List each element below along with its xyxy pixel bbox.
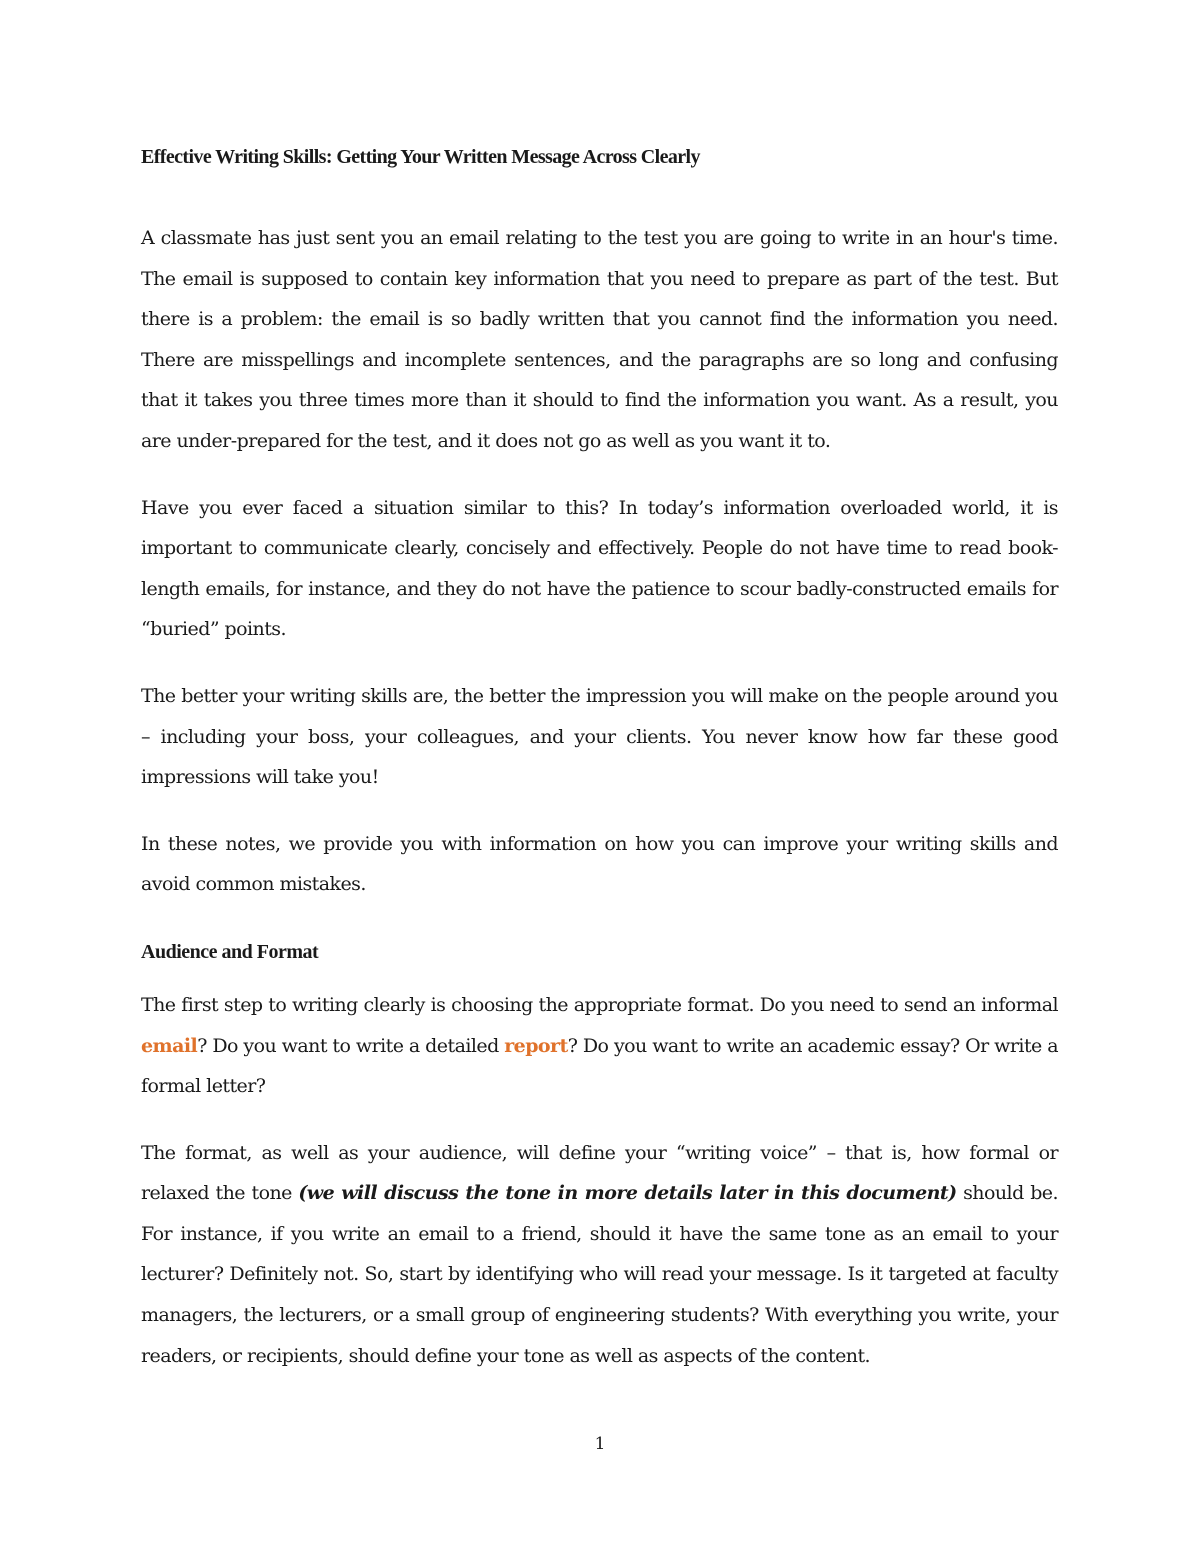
intro-paragraph-2: Have you ever faced a situation similar to this? In today’s information overloaded world, it is important to communicate clearly, concisely and effectively. People do not have time to read book-length emails, for instance, and they do not have the patience to scour badly-constructed emails for “buried” points. [141,496,1058,641]
intro-paragraph-1: A classmate has just sent you an email relating to the test you are going to write in an hour's time. The email is supposed to contain key information that you need to prepare as part of the test. But there is a problem: the email is so badly written that you cannot find the information you need. There are misspellings and incomplete sentences, and the paragraphs are so long and confusing that it takes you three times more than it should to find the information you want. As a result, you are under-prepared for the test, and it does not go as well as you want it to. [141,227,1058,452]
format-paragraph [141,985,1058,1107]
email-link[interactable]: email [141,1034,198,1057]
section-heading-audience-format: Audience and Format [141,940,319,963]
intro-paragraph-3: The better your writing skills are, the better the impression you will make on the people around you – including your boss, your colleagues, and your clients. You never know how far these good impressions will take you! [141,684,1058,789]
page-number: 1 [594,1434,606,1454]
format-text-1: The first step to writing clearly is choosing the appropriate format. Do you need to send an informal [141,993,1058,1016]
document-page [141,138,1058,1376]
audience-text-1: The format, as well as your audience, will define your “writing voice” – that is, how formal or relaxed the tone [141,1141,1058,1205]
tone-note: (we will discuss the tone in more details later in this document) [298,1182,957,1205]
format-text-3: ? Do you want to write an academic essay? Or write a formal letter? [141,1034,1058,1098]
report-link[interactable]: report [504,1034,568,1057]
format-text-2: ? Do you want to write a detailed [197,1034,505,1057]
document-title: Effective Writing Skills: Getting Your Written Message Across Clearly [141,146,700,168]
intro-paragraph-4: In these notes, we provide you with information on how you can improve your writing skills and avoid common mistakes. [141,832,1058,896]
audience-paragraph [141,1133,1058,1377]
audience-text-2: should be. For instance, if you write an email to a friend, should it have the same tone as an email to your lecturer? Definitely not. So, start by identifying who will read your message. Is it targeted at faculty managers, the lecturers, or a small group of engineering students? With everything you write, your readers, or recipients, should define your tone as well as aspects of the content. [141,1182,1058,1367]
